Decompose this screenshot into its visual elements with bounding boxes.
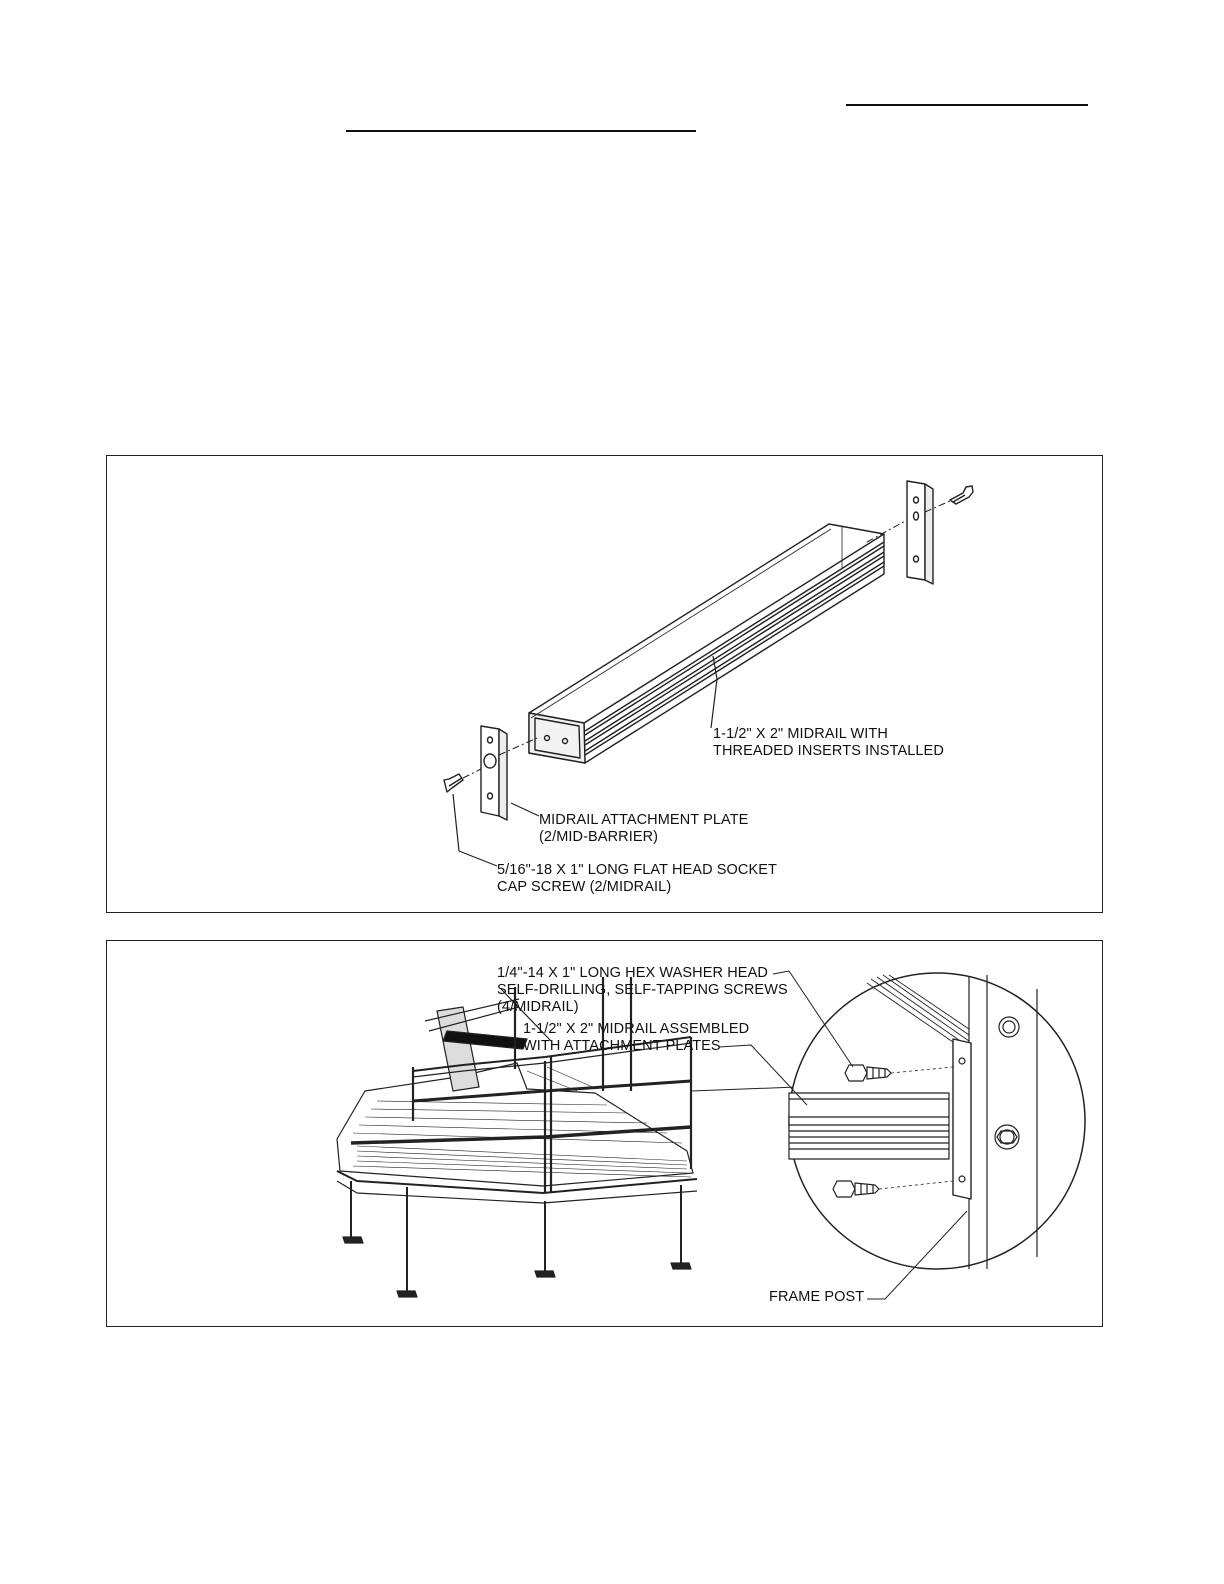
plate-callout-line2: (2/MID-BARRIER): [539, 829, 659, 845]
assembled-midrail-callout: [523, 1021, 749, 1055]
detail-circle: [789, 973, 1085, 1269]
assembled-midrail-callout-line1: 1-1/2" X 2" MIDRAIL ASSEMBLED: [523, 1021, 750, 1037]
cap-screw-callout-line2: CAP SCREW (2/MIDRAIL): [497, 879, 672, 895]
midrail-exploded-figure: [106, 455, 1103, 913]
midrail-assembled-figure: [106, 940, 1103, 1327]
assembled-midrail-callout-line2: WITH ATTACHMENT PLATES: [523, 1038, 721, 1054]
plate-callout: [539, 812, 748, 846]
hex-screw-callout: [497, 965, 788, 1016]
plate-callout-line1: MIDRAIL ATTACHMENT PLATE: [539, 812, 749, 828]
left-attachment-plate: [481, 726, 507, 820]
header-underline-2: [346, 130, 696, 132]
frame-post-callout: [769, 1289, 864, 1306]
hex-screw-callout-line3: (4/MIDRAIL): [497, 999, 579, 1015]
hex-screw-callout-line2: SELF-DRILLING, SELF-TAPPING SCREWS: [497, 982, 788, 998]
right-cap-screw: [950, 486, 973, 504]
frame-post-callout-text: FRAME POST: [769, 1289, 865, 1305]
cap-screw-callout-line1: 5/16"-18 X 1" LONG FLAT HEAD SOCKET: [497, 862, 777, 878]
right-attachment-plate: [907, 481, 933, 584]
midrail-callout-line2: THREADED INSERTS INSTALLED: [713, 743, 944, 759]
midrail-callout-line1: 1-1/2" X 2" MIDRAIL WITH: [713, 726, 888, 742]
midrail-callout: [713, 726, 944, 760]
left-cap-screw: [444, 774, 463, 792]
header-underline-1: [846, 104, 1088, 106]
cap-screw-callout: [497, 862, 777, 896]
hex-screw-callout-line1: 1/4"-14 X 1" LONG HEX WASHER HEAD: [497, 965, 768, 981]
